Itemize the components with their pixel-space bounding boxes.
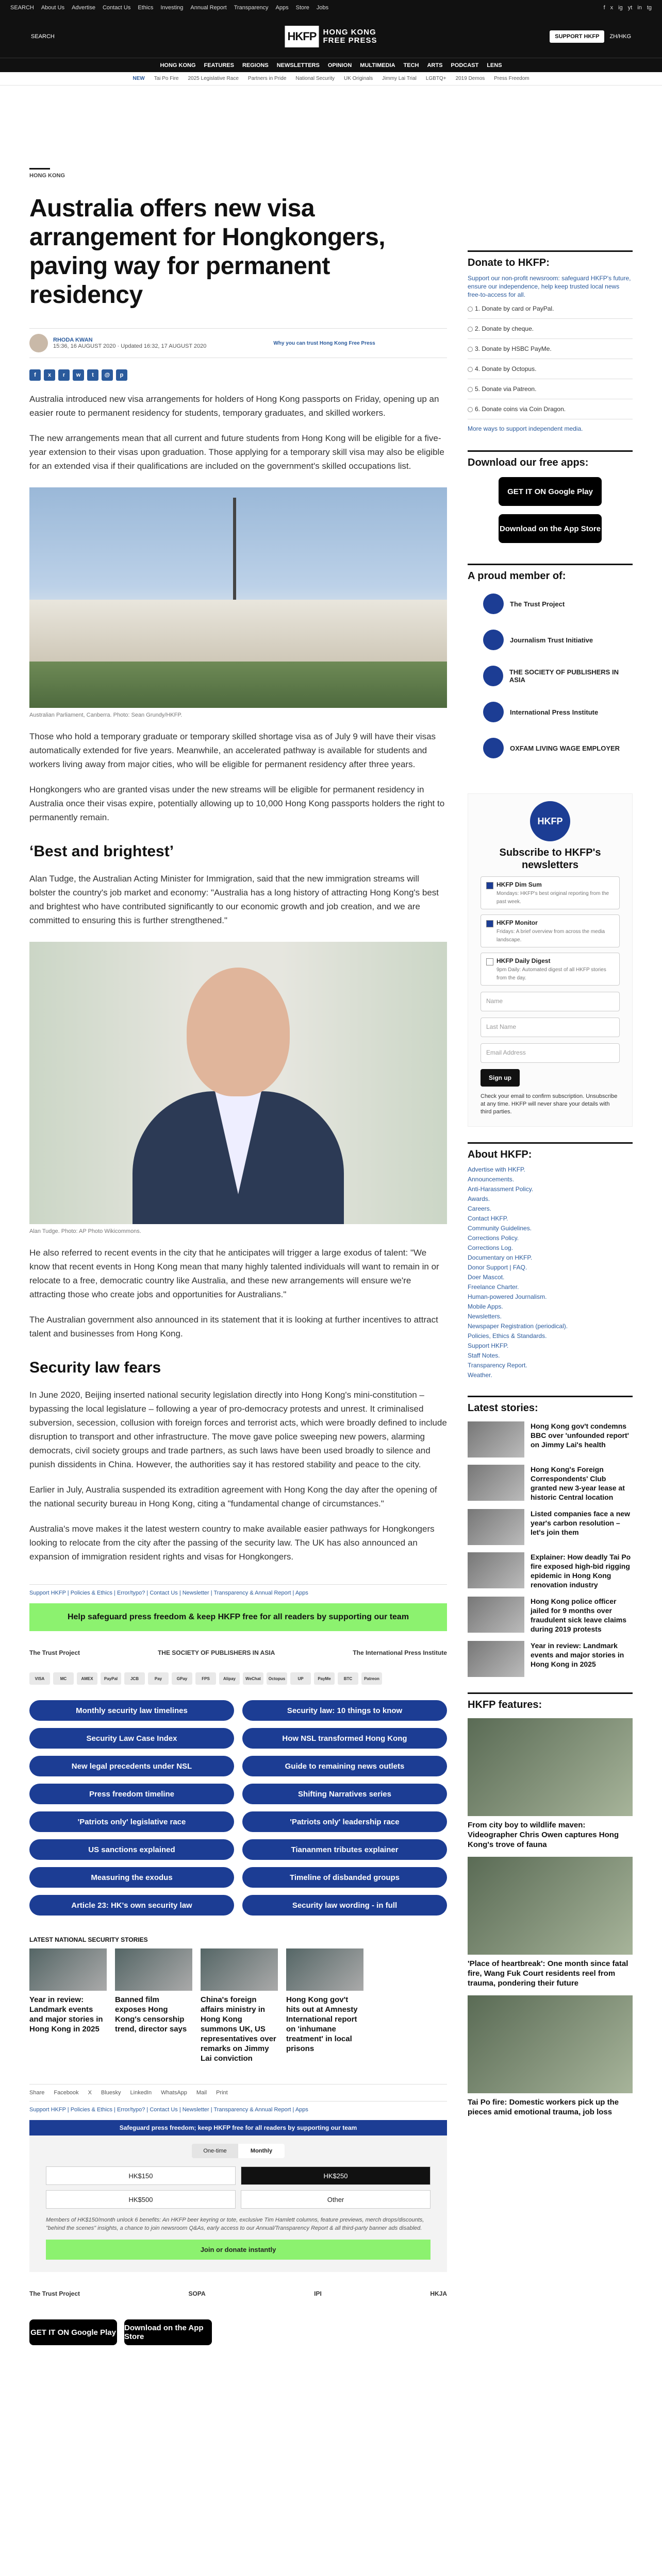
nav-item[interactable]: LENS xyxy=(487,62,502,69)
about-link[interactable]: Anti-Harassment Policy. xyxy=(468,1185,534,1193)
member-logo-icon xyxy=(483,666,503,686)
paragraph: Alan Tudge, the Australian Acting Minister for Immigration, said that the new immigration streams will bolster the country's job market and economy: "Australia has a long history of attracting Hong Kong's best and brightest who have contributed significantly to our economic growth and job creation, and we are committed to ensuring this is further strengthened." xyxy=(29,874,439,925)
masthead xyxy=(0,15,662,58)
social-icon[interactable]: in xyxy=(637,5,642,11)
share-link[interactable]: Facebook xyxy=(54,2090,79,2096)
about-heading: About HKFP: xyxy=(468,1149,532,1160)
story-title[interactable]: Year in review: Landmark events and major stories in Hong Kong in 2025 xyxy=(531,1641,624,1668)
payment-icon: Octopus xyxy=(267,1672,287,1685)
newsletter-heading: Subscribe to HKFP's newsletters xyxy=(499,847,601,871)
nav-item[interactable]: FEATURES xyxy=(204,62,234,69)
utility-link[interactable]: SEARCH xyxy=(10,5,34,11)
latest-story[interactable] xyxy=(468,1509,633,1545)
support-links-2[interactable]: Support HKFP | Policies & Ethics | Error/typo? | Contact Us | Newsletter | Transparency & Annual Report | Apps xyxy=(29,2101,447,2113)
share-link[interactable]: X xyxy=(88,2090,92,2096)
donate-amounts xyxy=(46,2166,431,2209)
feature-title[interactable]: 'Place of heartbreak': One month since fatal fire, Wang Fuk Court residents reel from trauma, pondering their future xyxy=(468,1959,628,1988)
payment-icon: PayMe xyxy=(314,1672,335,1685)
story-card[interactable] xyxy=(115,1948,192,2063)
sub-nav xyxy=(0,72,662,86)
latest-heading: Latest stories: xyxy=(468,1402,538,1414)
trust-link[interactable]: Why you can trust Hong Kong Free Press xyxy=(273,340,375,346)
explainer-pill[interactable]: Press freedom timeline xyxy=(29,1784,234,1804)
payment-icon: UP xyxy=(290,1672,311,1685)
social-icon[interactable]: x xyxy=(610,5,614,11)
amount-option[interactable]: HK$500 xyxy=(46,2190,236,2209)
article-title: Australia offers new visa arrangement for Hongkongers, paving way for permanent residency xyxy=(29,195,386,309)
donate-option[interactable]: 4. Donate by Octopus. xyxy=(468,359,633,379)
latest-story[interactable] xyxy=(468,1465,633,1502)
nav-item[interactable]: PODCAST xyxy=(451,62,479,69)
app-store-badges xyxy=(29,2319,447,2345)
donate-option[interactable]: 2. Donate by cheque. xyxy=(468,319,633,339)
about-link[interactable]: Corrections Policy. xyxy=(468,1234,519,1242)
story-title[interactable]: Explainer: How deadly Tai Po fire exposed high-bid rigging epidemic in Hong Kong renovation industry xyxy=(531,1553,631,1589)
explainer-pill[interactable]: Measuring the exodus xyxy=(29,1867,234,1888)
share-link[interactable]: Bluesky xyxy=(101,2090,121,2096)
member-logo[interactable] xyxy=(468,698,633,726)
about-link[interactable]: Corrections Log. xyxy=(468,1244,514,1251)
member-logo-icon xyxy=(483,702,504,722)
donate-option[interactable]: 3. Donate by HSBC PayMe. xyxy=(468,339,633,359)
about-links xyxy=(468,1165,633,1380)
payment-icon: FPS xyxy=(195,1672,216,1685)
about-link[interactable]: Documentary on HKFP. xyxy=(468,1254,533,1261)
story-card[interactable] xyxy=(201,1948,278,2063)
story-thumbnail[interactable] xyxy=(286,1948,363,1991)
utility-link[interactable]: Advertise xyxy=(72,5,95,11)
nav-item[interactable]: OPINION xyxy=(327,62,352,69)
social-links xyxy=(604,5,652,11)
utility-link[interactable]: Jobs xyxy=(316,5,329,11)
explainer-pill[interactable]: Shifting Narratives series xyxy=(242,1784,447,1804)
portrait-photo xyxy=(29,942,447,1224)
newsletter-logo: HKFP xyxy=(530,801,570,841)
explainer-pill[interactable]: US sanctions explained xyxy=(29,1839,234,1860)
explainer-pill[interactable]: Security law wording - in full xyxy=(242,1895,447,1916)
payment-icon: JCB xyxy=(124,1672,145,1685)
newsletter-option[interactable] xyxy=(481,953,620,986)
story-thumbnail[interactable] xyxy=(201,1948,278,1991)
parliament-building xyxy=(29,600,447,662)
partner-logo[interactable]: THE SOCIETY OF PUBLISHERS IN ASIA xyxy=(157,1649,275,1656)
member-logo[interactable] xyxy=(468,625,633,654)
section-heading: Security law fears xyxy=(29,1359,161,1376)
about-link[interactable]: Doer Mascot. xyxy=(468,1274,505,1281)
explainer-pill[interactable]: Monthly security law timelines xyxy=(29,1700,234,1721)
explainer-pill[interactable]: Guide to remaining news outlets xyxy=(242,1756,447,1776)
payment-icon: Alipay xyxy=(219,1672,240,1685)
photo-caption: Alan Tudge. Photo: AP Photo Wikicommons. xyxy=(29,1228,141,1234)
social-icon[interactable]: f xyxy=(603,5,605,11)
subnav-item[interactable]: UK Originals xyxy=(343,76,373,81)
story-thumbnail[interactable] xyxy=(468,1509,524,1545)
subnav-item[interactable]: 2025 Legislative Race xyxy=(188,76,239,81)
story-title[interactable]: Listed companies face a new year's carbon resolution – let's join them xyxy=(531,1510,630,1536)
subnav-item[interactable]: National Security xyxy=(295,76,335,81)
first-name-field[interactable]: Name xyxy=(481,992,620,1011)
explainer-pill[interactable]: Security Law Case Index xyxy=(29,1728,234,1749)
top-utility-bar xyxy=(0,0,662,15)
payment-icon: BTC xyxy=(338,1672,358,1685)
story-thumbnail[interactable] xyxy=(468,1552,524,1588)
newsletter-option[interactable] xyxy=(481,876,620,909)
paragraph: Those who hold a temporary graduate or temporary skilled shortage visa as of July 9 will have their visas automatically extended for five years. Meanwhile, an accelerated pathway is available for students and workers living away from major cities, who will be eligible for permanent residency after three years. xyxy=(29,732,436,769)
app-store-badge[interactable]: Download on the App Store xyxy=(124,2319,212,2345)
story-title[interactable]: China's foreign affairs ministry in Hong Kong summons UK, US representatives over remarks on Jimmy Lai conviction xyxy=(201,1995,276,2063)
main-nav xyxy=(0,58,662,72)
newsletter-desc: Fridays: A brief overview from across the media landscape. xyxy=(496,929,605,943)
explainer-links xyxy=(29,1700,447,1916)
nav-item[interactable]: ARTS xyxy=(427,62,443,69)
story-title[interactable]: Hong Kong gov't hits out at Amnesty International report on 'inhumane treatment' in local prisons xyxy=(286,1995,358,2053)
share-icons xyxy=(29,369,447,381)
donate-intro[interactable]: Support our non-profit newsroom: safeguard HKFP's future, ensure our independence, help keep trusted local news free-to-access for all. xyxy=(468,275,631,298)
support-cta-banner[interactable]: Help safeguard press freedom & keep HKFP free for all readers by supporting our team xyxy=(29,1603,447,1631)
more-ways-link[interactable]: More ways to support independent media. xyxy=(468,425,583,432)
newsletter-name: HKFP Daily Digest xyxy=(496,957,551,964)
feature-image[interactable] xyxy=(468,1995,633,2093)
story-thumbnail[interactable] xyxy=(29,1948,107,1991)
about-link[interactable]: Contact HKFP. xyxy=(468,1215,508,1222)
member-name: The Trust Project xyxy=(510,600,565,608)
features-heading: HKFP features: xyxy=(468,1699,542,1710)
latest-story[interactable] xyxy=(468,1597,633,1634)
logo-wordmark xyxy=(323,28,377,45)
paragraph: In June 2020, Beijing inserted national security legislation directly into Hong Kong's mini-constitution – bypassing the local legislature – following a year of pro-democracy protests and unrest. It criminalised subversion, secession, collusion with foreign forces and terrorist acts, which were broadly defined to include disruption to transport and other infrastructure. The move gave police sweeping new powers, alarming democrats, civil society groups and trade partners, as such laws have been used broadly to silence and punish dissidents in China. However, the authorities say it has restored stability and peace to the city. xyxy=(29,1390,447,1469)
support-links[interactable]: Support HKFP | Policies & Ethics | Error/typo? | Contact Us | Newsletter | Transparency & Annual Report | Apps xyxy=(29,1584,447,1596)
amount-option[interactable]: HK$250 xyxy=(241,2166,431,2185)
member-name: International Press Institute xyxy=(510,708,599,716)
about-link[interactable]: Announcements. xyxy=(468,1176,515,1183)
latest-story[interactable] xyxy=(468,1641,633,1677)
about-link[interactable]: Careers. xyxy=(468,1205,492,1212)
latest-ns-heading: LATEST NATIONAL SECURITY STORIES xyxy=(29,1936,148,1943)
logo-mark: HKFP xyxy=(285,26,319,47)
lawn xyxy=(29,662,447,708)
payment-icon: PayPal xyxy=(101,1672,121,1685)
subnav-item[interactable]: Tai Po Fire xyxy=(154,76,179,81)
reddit-icon[interactable]: r xyxy=(58,369,70,381)
story-title[interactable]: Year in review: Landmark events and major stories in Hong Kong in 2025 xyxy=(29,1995,103,2033)
join-donate-button[interactable]: Join or donate instantly xyxy=(46,2240,431,2260)
story-thumbnail[interactable] xyxy=(468,1421,524,1458)
story-title[interactable]: Hong Kong gov't condemns BBC over 'unfounded report' on Jimmy Lai's health xyxy=(531,1422,629,1449)
paragraph: The new arrangements mean that all current and future students from Hong Kong will be eligible for a five-year extension to their visas upon graduation. Those applying for a temporary skill visa may also be eligible for an extended visa if their qualifications are included on the government's skilled occupations list. xyxy=(29,433,444,471)
newsletter-name: HKFP Monitor xyxy=(496,919,538,926)
site-logo[interactable] xyxy=(285,26,377,47)
explainer-pill[interactable]: 'Patriots only' legislative race xyxy=(29,1811,234,1832)
about-link[interactable]: Freelance Charter. xyxy=(468,1283,519,1291)
utility-link[interactable]: Contact Us xyxy=(102,5,131,11)
subnav-item[interactable]: LGBTQ+ xyxy=(425,76,446,81)
member-logo-icon xyxy=(483,594,504,614)
member-logo[interactable] xyxy=(468,589,633,618)
share-link[interactable]: Share xyxy=(29,2090,45,2096)
latest-ns-cards xyxy=(29,1948,447,2063)
footer-logos xyxy=(29,2283,447,2304)
explainer-pill[interactable]: How NSL transformed Hong Kong xyxy=(242,1728,447,1749)
nav-item[interactable]: TECH xyxy=(403,62,419,69)
payment-icon: VISA xyxy=(29,1672,50,1685)
share-link[interactable]: LinkedIn xyxy=(130,2090,152,2096)
donate-option[interactable]: 1. Donate by card or PayPal. xyxy=(468,299,633,319)
newsletter-desc: Mondays: HKFP's best original reporting from the past week. xyxy=(496,891,609,905)
parliament-photo xyxy=(29,487,447,708)
subnav-item[interactable]: Partners in Pride xyxy=(247,76,287,81)
nav-item[interactable]: NEWSLETTERS xyxy=(276,62,320,69)
nav-item[interactable]: HONG KONG xyxy=(160,62,196,69)
donate-option[interactable]: 5. Donate via Patreon. xyxy=(468,379,633,399)
member-logo-icon xyxy=(483,630,504,650)
member-heading: A proud member of: xyxy=(468,570,566,582)
about-link[interactable]: Human-powered Journalism. xyxy=(468,1293,547,1300)
paragraph: The Australian government also announced in its statement that it is looking at further incentives to attract talent and businesses from Hong Kong. xyxy=(29,1315,438,1338)
payment-icon: WeChat xyxy=(243,1672,263,1685)
share-link[interactable]: Print xyxy=(216,2090,228,2096)
subnav-item[interactable]: 2019 Demos xyxy=(455,76,485,81)
telegram-icon[interactable]: t xyxy=(87,369,98,381)
newsletter-desc: 9pm Daily: Automated digest of all HKFP stories from the day. xyxy=(496,967,606,981)
paragraph: Earlier in July, Australia suspended its extradition agreement with Hong Kong the day after the opening of the national security bureau in Hong Kong, citing a "fundamental change of circumstances." xyxy=(29,1485,437,1509)
about-link[interactable]: Transparency Report. xyxy=(468,1362,527,1369)
partner-logo[interactable]: The International Press Institute xyxy=(353,1649,447,1656)
google-play-badge[interactable]: GET IT ON Google Play xyxy=(29,2319,117,2345)
explainer-pill[interactable]: 'Patriots only' leadership race xyxy=(242,1811,447,1832)
nav-item[interactable]: REGIONS xyxy=(242,62,269,69)
story-title[interactable]: Hong Kong police officer jailed for 9 months over fraudulent sick leave claims during 2019 protests xyxy=(531,1597,626,1633)
face xyxy=(187,968,290,1096)
last-name-field[interactable]: Last Name xyxy=(481,1018,620,1037)
feature-story[interactable] xyxy=(468,1718,633,1850)
payment-icon: Pay xyxy=(148,1672,169,1685)
member-name: OXFAM LIVING WAGE EMPLOYER xyxy=(510,744,620,752)
photo-caption: Australian Parliament, Canberra. Photo: Sean Grundy/HKFP. xyxy=(29,712,183,718)
story-title[interactable]: Hong Kong's Foreign Correspondents' Club granted new 3-year lease at historic Central location xyxy=(531,1465,625,1501)
footer-logo[interactable]: HKJA xyxy=(430,2290,447,2297)
about-link[interactable]: Newspaper Registration (periodical). xyxy=(468,1323,568,1330)
about-link[interactable]: Awards. xyxy=(468,1195,490,1202)
payment-icon: GPay xyxy=(172,1672,192,1685)
author-name[interactable]: RHODA KWAN xyxy=(53,337,93,343)
explainer-pill[interactable]: Security law: 10 things to know xyxy=(242,1700,447,1721)
member-name: THE SOCIETY OF PUBLISHERS IN ASIA xyxy=(509,668,619,684)
feature-title[interactable]: From city boy to wildlife maven: Videographer Chris Owen captures Hong Kong's trove of fauna xyxy=(468,1821,619,1849)
story-thumbnail[interactable] xyxy=(468,1641,524,1677)
sidebar xyxy=(468,168,633,2345)
story-thumbnail[interactable] xyxy=(468,1465,524,1501)
tab-one-time[interactable]: One-time xyxy=(203,2148,227,2154)
article-dates: 15:36, 16 AUGUST 2020 · Updated 16:32, 17 AUGUST 2020 xyxy=(53,343,207,349)
partner-logos xyxy=(29,1642,447,1663)
newsletter-note: Check your email to confirm subscription. Unsubscribe at any time. HKFP will never share your details with third parties. xyxy=(481,1093,618,1115)
about-link[interactable]: Staff Notes. xyxy=(468,1352,500,1359)
newsletter-name: HKFP Dim Sum xyxy=(496,881,542,888)
payment-icon: Patreon xyxy=(361,1672,382,1685)
subnav-item[interactable]: Press Freedom xyxy=(494,76,529,81)
paragraph: Australia's move makes it the latest western country to make available easier pathways for Hongkongers looking to relocate from the city after the passing of the security law. The UK has also announced an expansion of immigration resident rights and visas for Hongkongers. xyxy=(29,1524,435,1562)
about-link[interactable]: Weather. xyxy=(468,1371,492,1379)
explainer-pill[interactable]: Article 23: HK's own security law xyxy=(29,1895,234,1916)
story-thumbnail[interactable] xyxy=(468,1597,524,1633)
social-icon[interactable]: tg xyxy=(647,5,652,11)
donate-options xyxy=(468,299,633,419)
nav-item[interactable]: MULTIMEDIA xyxy=(360,62,395,69)
social-icon[interactable]: ig xyxy=(618,5,623,11)
payment-icon: MC xyxy=(53,1672,74,1685)
utility-link[interactable]: Investing xyxy=(160,5,184,11)
paragraph: He also referred to recent events in the city that he anticipates will trigger a large exodus of talent: "We know that recent events in Hong Kong mean that many highly talented individuals will want to remain in or relocate to a free, democratic country like Australia, and these new arrangements will ensure we're attracting those who create jobs and opportunities for Australians." xyxy=(29,1248,439,1299)
newsletter-signup xyxy=(468,793,633,1127)
paragraph: Hongkongers who are granted visas under the new streams will be eligible for permanent residency in Australia once their visas expire, potentially allowing up to 10,000 Hong Kong passports holders the right to permanently remain. xyxy=(29,785,445,822)
partner-logo[interactable]: The Trust Project xyxy=(29,1649,80,1656)
newsletter-option[interactable] xyxy=(481,914,620,947)
latest-stories xyxy=(468,1421,633,1677)
apps-heading: Download our free apps: xyxy=(468,457,589,468)
feature-story[interactable] xyxy=(468,1857,633,1988)
x-icon[interactable]: x xyxy=(44,369,55,381)
donate-note: Members of HK$150/month unlock 6 benefits: An HKFP beer keyring or tote, exclusive Tim Hamlett columns, feature previews, merch drops/discounts, "behind the scenes" insights, a chance to join newsroom Q&As, early access to our Annual/Transparency Report & all third-party banner ads disabled. xyxy=(46,2217,424,2231)
utility-link[interactable]: Annual Report xyxy=(190,5,227,11)
byline xyxy=(29,328,447,358)
story-card[interactable] xyxy=(286,1948,363,2063)
language-switch[interactable]: ZH/HKG xyxy=(609,33,631,40)
feature-title[interactable]: Tai Po fire: Domestic workers pick up the pieces amid emotional trauma, job loss xyxy=(468,2098,619,2116)
search-button[interactable]: SEARCH xyxy=(31,33,55,40)
subnav-item[interactable]: Jimmy Lai Trial xyxy=(382,76,417,81)
story-thumbnail[interactable] xyxy=(115,1948,192,1991)
footer-logo[interactable]: IPI xyxy=(314,2290,322,2297)
section-heading: ‘Best and brightest’ xyxy=(29,843,174,860)
utility-link[interactable]: Apps xyxy=(275,5,289,11)
story-card[interactable] xyxy=(29,1948,107,2063)
donate-box-head: Safeguard press freedom; keep HKFP free for all readers by supporting our team xyxy=(29,2120,447,2136)
donate-option[interactable]: 6. Donate coins via Coin Dragon. xyxy=(468,399,633,419)
tab-monthly[interactable]: Monthly xyxy=(238,2144,285,2158)
share-link[interactable]: Mail xyxy=(196,2090,207,2096)
footer-logo[interactable]: The Trust Project xyxy=(29,2290,80,2297)
share-row xyxy=(29,2084,447,2096)
member-logos xyxy=(468,589,633,762)
article-kicker[interactable]: HONG KONG xyxy=(29,168,50,179)
explainer-pill[interactable]: Timeline of disbanded groups xyxy=(242,1867,447,1888)
utility-link[interactable]: About Us xyxy=(41,5,65,11)
member-name: Journalism Trust Initiative xyxy=(510,636,593,644)
new-badge: NEW xyxy=(133,76,145,81)
sidebar-app-store[interactable]: Download on the App Store xyxy=(499,514,602,543)
features-list xyxy=(468,1718,633,2117)
about-link[interactable]: Donor Support | FAQ. xyxy=(468,1264,527,1271)
explainer-pill[interactable]: New legal precedents under NSL xyxy=(29,1756,234,1776)
article-column xyxy=(29,168,447,2345)
amount-option[interactable]: HK$150 xyxy=(46,2166,236,2185)
feature-image[interactable] xyxy=(468,1718,633,1816)
support-hkfp-button[interactable]: SUPPORT HKFP xyxy=(550,30,604,43)
signup-button[interactable]: Sign up xyxy=(481,1069,520,1087)
feature-image[interactable] xyxy=(468,1857,633,1955)
member-logo[interactable] xyxy=(468,662,633,690)
share-link[interactable]: WhatsApp xyxy=(161,2090,187,2096)
sidebar-google-play[interactable]: GET IT ON Google Play xyxy=(499,477,602,506)
explainer-pill[interactable]: Tiananmen tributes explainer xyxy=(242,1839,447,1860)
utility-link[interactable]: Ethics xyxy=(138,5,154,11)
whatsapp-icon[interactable]: w xyxy=(73,369,84,381)
paragraph: Australia introduced new visa arrangements for holders of Hong Kong passports on Friday, opening up an easier route to permanent residency for students, temporary graduates, and skilled workers. xyxy=(29,394,439,418)
member-logo[interactable] xyxy=(468,734,633,762)
social-icon[interactable]: yt xyxy=(627,5,633,11)
print-icon[interactable]: p xyxy=(116,369,127,381)
about-link[interactable]: Mobile Apps. xyxy=(468,1303,503,1310)
payment-methods xyxy=(29,1672,447,1685)
about-link[interactable]: Support HKFP. xyxy=(468,1342,509,1349)
member-logo-icon xyxy=(483,738,504,758)
about-link[interactable]: Community Guidelines. xyxy=(468,1225,532,1232)
logo-line-2: FREE PRESS xyxy=(323,36,377,45)
author-avatar xyxy=(29,334,48,352)
donate-box xyxy=(29,2120,447,2272)
latest-story[interactable] xyxy=(468,1552,633,1589)
story-title[interactable]: Banned film exposes Hong Kong's censorship trend, director says xyxy=(115,1995,187,2033)
donate-frequency-tabs xyxy=(192,2144,285,2158)
latest-story[interactable] xyxy=(468,1421,633,1458)
about-link[interactable]: Policies, Ethics & Standards. xyxy=(468,1332,547,1340)
email-icon[interactable]: @ xyxy=(102,369,113,381)
logo-line-1: HONG KONG xyxy=(323,28,376,37)
about-link[interactable]: Newsletters. xyxy=(468,1313,502,1320)
payment-icon: AMEX xyxy=(77,1672,97,1685)
donate-heading: Donate to HKFP: xyxy=(468,257,550,268)
about-link[interactable]: Advertise with HKFP. xyxy=(468,1166,525,1173)
facebook-icon[interactable]: f xyxy=(29,369,41,381)
utility-link[interactable]: Transparency xyxy=(234,5,269,11)
utility-link[interactable]: Store xyxy=(295,5,309,11)
utility-links xyxy=(10,5,328,11)
footer-logo[interactable]: SOPA xyxy=(188,2290,206,2297)
amount-option[interactable]: Other xyxy=(241,2190,431,2209)
email-field[interactable]: Email Address xyxy=(481,1043,620,1063)
feature-story[interactable] xyxy=(468,1995,633,2117)
